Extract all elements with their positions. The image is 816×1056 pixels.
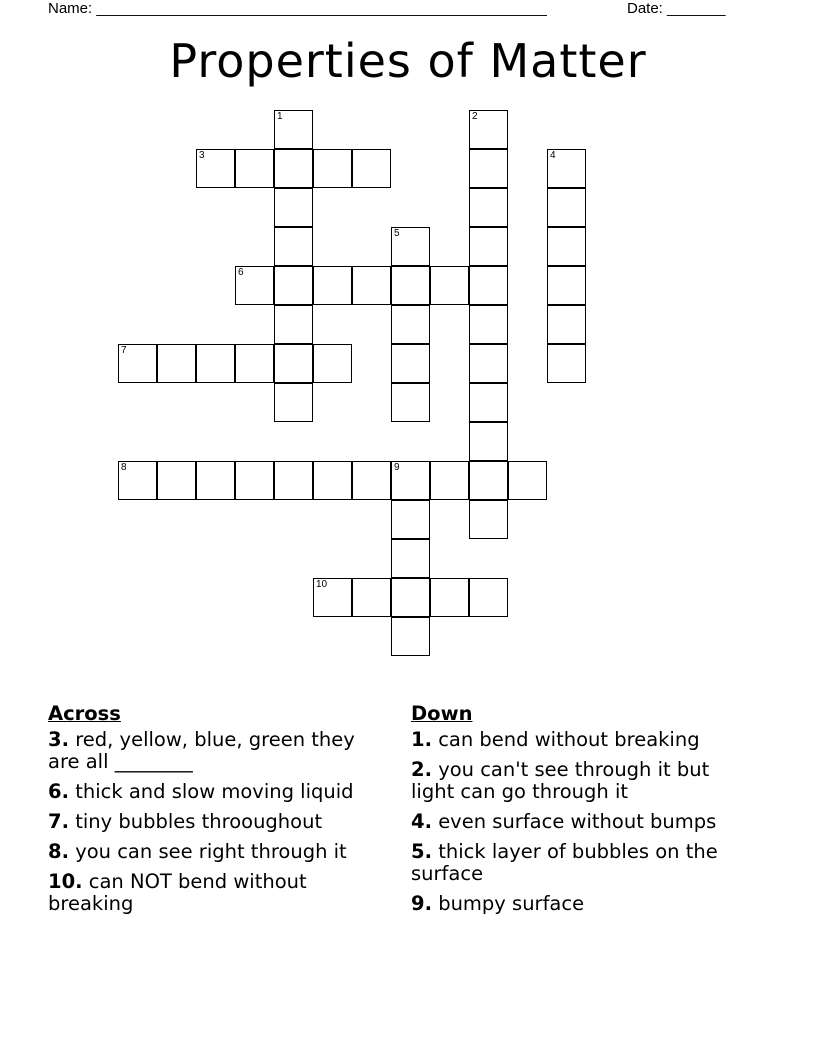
grid-cell bbox=[352, 266, 391, 305]
grid-cell bbox=[391, 227, 430, 266]
across-clue-8 bbox=[48, 841, 388, 863]
grid-cell bbox=[469, 110, 508, 149]
grid-cell bbox=[274, 383, 313, 422]
down-clue-2 bbox=[411, 759, 751, 803]
grid-cell bbox=[274, 461, 313, 500]
grid-cell bbox=[313, 461, 352, 500]
clue-text: even surface without bumps bbox=[438, 810, 717, 833]
clue-text: thick layer of bubbles on the surface bbox=[411, 840, 718, 885]
grid-cell bbox=[469, 188, 508, 227]
grid-cell bbox=[391, 500, 430, 539]
cell-number: 9 bbox=[394, 462, 400, 473]
grid-cell bbox=[469, 227, 508, 266]
clue-text: red, yellow, blue, green they are all ________ bbox=[48, 728, 355, 773]
cell-number: 1 bbox=[277, 111, 283, 122]
grid-cell bbox=[118, 461, 157, 500]
clue-text: you can see right through it bbox=[75, 840, 347, 863]
grid-cell bbox=[118, 344, 157, 383]
cell-number: 2 bbox=[472, 111, 478, 122]
grid-cell bbox=[274, 110, 313, 149]
clue-number: 2. bbox=[411, 758, 432, 781]
grid-cell bbox=[391, 266, 430, 305]
grid-cell bbox=[274, 266, 313, 305]
cell-number: 7 bbox=[121, 345, 127, 356]
clue-text: can NOT bend without breaking bbox=[48, 870, 307, 915]
grid-cell bbox=[313, 266, 352, 305]
clue-text: can bend without breaking bbox=[438, 728, 700, 751]
across-clue-3 bbox=[48, 729, 388, 773]
grid-cell bbox=[547, 305, 586, 344]
clue-number: 1. bbox=[411, 728, 432, 751]
grid-cell bbox=[547, 188, 586, 227]
clue-number: 8. bbox=[48, 840, 69, 863]
page-title: Properties of Matter bbox=[169, 34, 647, 88]
grid-cell bbox=[547, 266, 586, 305]
grid-cell bbox=[274, 188, 313, 227]
down-clues bbox=[411, 703, 751, 923]
grid-cell bbox=[157, 344, 196, 383]
grid-cell bbox=[469, 461, 508, 500]
grid-cell bbox=[274, 344, 313, 383]
clue-number: 10. bbox=[48, 870, 83, 893]
cell-number: 3 bbox=[199, 150, 205, 161]
grid-cell bbox=[157, 461, 196, 500]
grid-cell bbox=[391, 344, 430, 383]
grid-cell bbox=[469, 149, 508, 188]
grid-cell bbox=[196, 149, 235, 188]
across-clues bbox=[48, 703, 388, 923]
grid-cell bbox=[469, 383, 508, 422]
grid-cell bbox=[430, 266, 469, 305]
cell-number: 5 bbox=[394, 228, 400, 239]
grid-cell bbox=[313, 344, 352, 383]
clue-text: tiny bubbles throoughout bbox=[75, 810, 323, 833]
grid-cell bbox=[391, 539, 430, 578]
grid-cell bbox=[352, 149, 391, 188]
grid-cell bbox=[469, 500, 508, 539]
cell-number: 10 bbox=[316, 579, 328, 590]
grid-cell bbox=[352, 578, 391, 617]
clue-number: 4. bbox=[411, 810, 432, 833]
grid-cell bbox=[313, 578, 352, 617]
grid-cell bbox=[274, 305, 313, 344]
clue-text: thick and slow moving liquid bbox=[75, 780, 354, 803]
grid-cell bbox=[391, 617, 430, 656]
clue-number: 6. bbox=[48, 780, 69, 803]
down-clue-9 bbox=[411, 893, 751, 915]
cell-number: 6 bbox=[238, 267, 244, 278]
across-clue-7 bbox=[48, 811, 388, 833]
grid-cell bbox=[235, 461, 274, 500]
grid-cell bbox=[469, 266, 508, 305]
across-clue-10 bbox=[48, 871, 388, 915]
grid-cell bbox=[547, 344, 586, 383]
grid-cell bbox=[469, 578, 508, 617]
grid-cell bbox=[235, 266, 274, 305]
grid-cell bbox=[469, 305, 508, 344]
grid-cell bbox=[469, 344, 508, 383]
grid-cell bbox=[196, 344, 235, 383]
clue-number: 9. bbox=[411, 892, 432, 915]
clue-number: 5. bbox=[411, 840, 432, 863]
grid-cell bbox=[430, 578, 469, 617]
grid-cell bbox=[352, 461, 391, 500]
grid-cell bbox=[391, 461, 430, 500]
grid-cell bbox=[235, 149, 274, 188]
name-field-label: Name: ______________________________________________________ bbox=[48, 0, 547, 17]
grid-cell bbox=[547, 149, 586, 188]
across-clue-6 bbox=[48, 781, 388, 803]
down-clue-1 bbox=[411, 729, 751, 751]
grid-cell bbox=[469, 422, 508, 461]
across-heading: Across bbox=[48, 702, 121, 725]
grid-cell bbox=[196, 461, 235, 500]
grid-cell bbox=[430, 461, 469, 500]
down-clue-5 bbox=[411, 841, 751, 885]
down-heading: Down bbox=[411, 702, 473, 725]
grid-cell bbox=[547, 227, 586, 266]
grid-cell bbox=[274, 227, 313, 266]
grid-cell bbox=[391, 383, 430, 422]
clue-number: 3. bbox=[48, 728, 69, 751]
cell-number: 8 bbox=[121, 462, 127, 473]
grid-cell bbox=[391, 578, 430, 617]
grid-cell bbox=[313, 149, 352, 188]
clue-text: bumpy surface bbox=[438, 892, 585, 915]
grid-cell bbox=[508, 461, 547, 500]
grid-cell bbox=[274, 149, 313, 188]
cell-number: 4 bbox=[550, 150, 556, 161]
grid-cell bbox=[391, 305, 430, 344]
grid-cell bbox=[235, 344, 274, 383]
date-field-label: Date: _______ bbox=[627, 0, 726, 17]
clue-text: you can't see through it but light can go through it bbox=[411, 758, 710, 803]
clue-number: 7. bbox=[48, 810, 69, 833]
down-clue-4 bbox=[411, 811, 751, 833]
